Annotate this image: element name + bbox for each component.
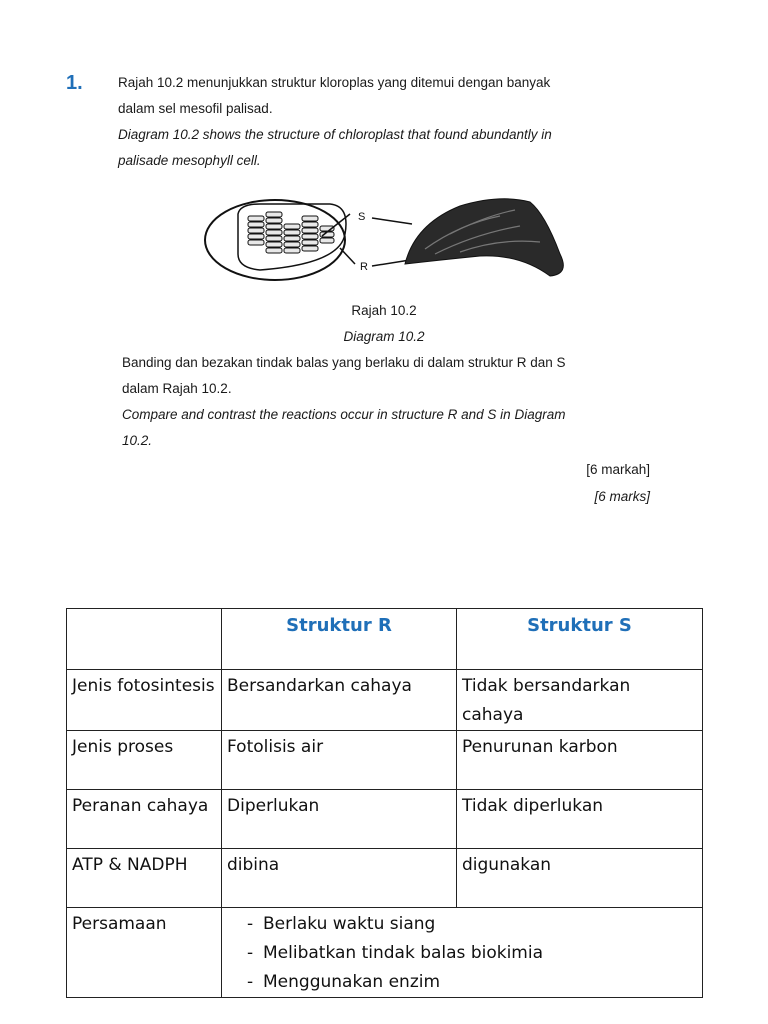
cell-s: Tidak bersandarkan cahaya [457,670,703,731]
table-row [67,849,703,908]
label-s: S [358,211,366,223]
task-malay-line-2: dalam Rajah 10.2. [122,381,232,396]
intro-english-line-1: Diagram 10.2 shows the structure of chloroplast that found abundantly in [118,127,552,142]
chloroplast-sketch [405,199,563,276]
cell-r: Fotolisis air [222,731,457,790]
answer-table [66,608,703,998]
table-header-row [67,609,703,670]
cell-r: dibina [222,849,457,908]
task-english-line-1: Compare and contrast the reactions occur in structure R and S in Diagram [122,407,566,422]
chloroplast-diagram [200,194,580,286]
row-label: Jenis proses [67,731,222,790]
cell-s: digunakan [457,849,703,908]
question-number: 1. [66,72,83,94]
table-row [67,731,703,790]
question-task [122,350,642,454]
similarity-cell [222,908,703,998]
diagram-caption-malay: Rajah 10.2 [351,303,417,318]
list-item: - Berlaku waktu siang [247,910,697,939]
cell-s: Tidak diperlukan [457,790,703,849]
table-row [67,670,703,731]
header-struktur-s: Struktur S [457,609,703,670]
row-label: Peranan cahaya [67,790,222,849]
marks-english: [6 marks] [594,489,650,504]
question-intro [118,70,638,174]
row-label: ATP & NADPH [67,849,222,908]
intro-english-line-2: palisade mesophyll cell. [118,153,261,168]
cell-r: Bersandarkan cahaya [222,670,457,731]
list-item: - Menggunakan enzim [247,968,697,997]
similarity-list [227,910,697,997]
pointer-r [340,248,355,264]
pointer-s-right [372,218,412,224]
diagram-caption-english: Diagram 10.2 [343,329,425,344]
task-english-line-2: 10.2. [122,433,153,448]
label-r: R [360,261,368,273]
similarity-row [67,908,703,998]
marks-malay: [6 markah] [586,462,650,477]
list-item: - Melibatkan tindak balas biokimia [247,939,697,968]
header-struktur-r: Struktur R [222,609,457,670]
grana-stacks [248,212,334,253]
task-malay-line-1: Banding dan bezakan tindak balas yang berlaku di dalam struktur R dan S [122,355,566,370]
row-label: Jenis fotosintesis [67,670,222,731]
intro-malay-line-1: Rajah 10.2 menunjukkan struktur kloroplas yang ditemui dengan banyak [118,75,551,90]
intro-malay-line-2: dalam sel mesofil palisad. [118,101,273,116]
cell-r: Diperlukan [222,790,457,849]
pointer-r-right [372,260,410,266]
cell-s: Penurunan karbon [457,731,703,790]
similarity-label: Persamaan [67,908,222,998]
table-row [67,790,703,849]
header-empty [67,609,222,670]
